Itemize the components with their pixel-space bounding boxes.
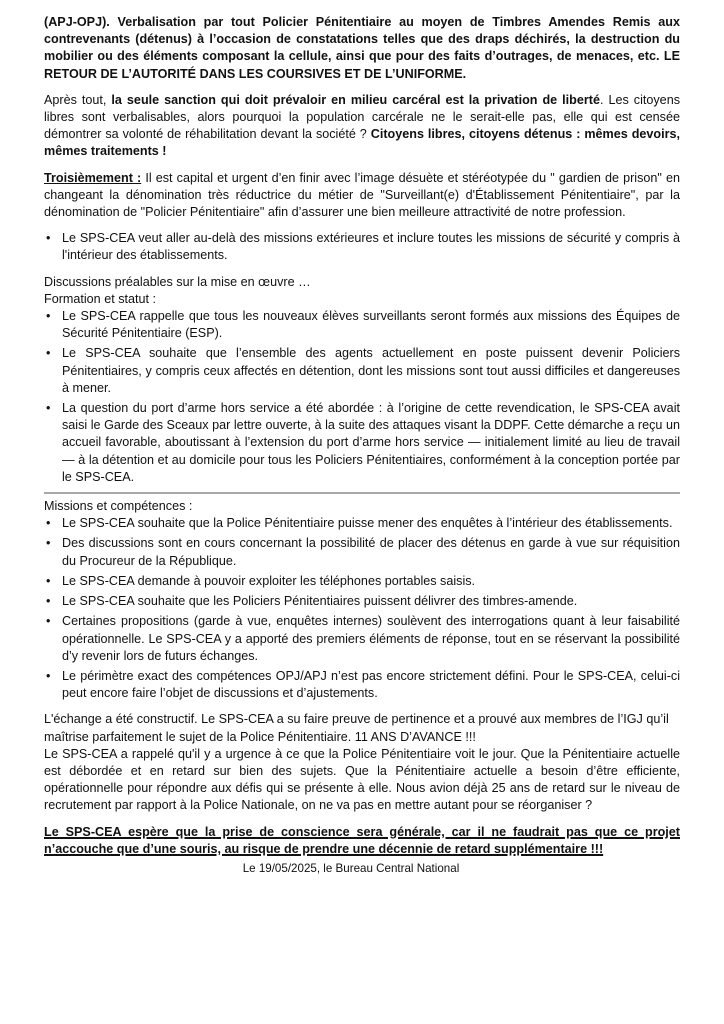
- formation-title: Formation et statut :: [44, 291, 156, 306]
- list-item: • Des discussions sont en cours concernant la possibilité de placer des détenus en garde à vue sur réquisition du Procureur de la République.: [44, 535, 680, 569]
- missions-title: Missions et compétences :: [44, 499, 193, 514]
- signature: Le 19/05/2025, le Bureau Central National: [242, 861, 460, 875]
- list-item: • Le SPS-CEA rappelle que tous les nouveaux élèves surveillants seront formés aux missions des Équipes de Sécurité Pénitentiaire (ESP).: [44, 308, 680, 342]
- sanction-slogan: Citoyens libres, citoyens détenus : mêmes devoirs, mêmes traitements !: [44, 127, 680, 159]
- list-item: • Le périmètre exact des compétences OPJ/APJ n’est pas encore strictement défini. Pour le SPS-CEA, celui-ci peut encore faire l’objet de discussions et d’ajustements.: [44, 668, 680, 702]
- paragraph-echange: L'échange a été constructif. Le SPS-CEA a su faire preuve de pertinence et a prouvé aux membres de l’IGJ qu’il maîtrise parfaitement le sujet de la Police Pénitentiaire. 11 ANS D’AVANCE !!!: [44, 712, 669, 744]
- formation-list: [44, 308, 680, 486]
- paragraph-sanction: [44, 92, 680, 161]
- missions-list: [44, 515, 680, 702]
- section-divider: [44, 492, 680, 494]
- list-item: • Le SPS-CEA demande à pouvoir exploiter les téléphones portables saisis.: [44, 573, 680, 590]
- document-page: [44, 14, 680, 877]
- list-item: • Le SPS-CEA souhaite que l’ensemble des agents actuellement en poste puissent devenir Policiers Pénitentiaires, y compris ceux affectés en détention, dont les missions sont tout aussi difficiles et dangereuses à mener.: [44, 345, 680, 397]
- list-item: • Le SPS-CEA souhaite que la Police Pénitentiaire puisse mener des enquêtes à l’intérieur des établissements.: [44, 515, 680, 532]
- sanction-middle: . Les citoyens libres sont verbalisables, alors pourquoi la population carcérale ne le serait-elle pas, elle qui est censée démontrer sa volonté de réhabilitation devant la société ?: [44, 92, 680, 142]
- list-item: • La question du port d’arme hors service a été abordée : à l’origine de cette revendication, le SPS-CEA avait saisi le Garde des Sceaux par lettre ouverte, à la suite des attaques visant la DDPF. Cette démarche a reçu un accueil favorable, aboutissant à l’extension du port d’arme hors service — initialement limité au lieu de travail — à la détention et au domicile pour tous les Policiers Pénitentiaires, conformément à la conception portée par le SPS-CEA.: [44, 400, 680, 486]
- troisiemement-heading: Troisièmement :: [44, 170, 142, 185]
- paragraph-verbalisation: (APJ-OPJ). Verbalisation par tout Policier Pénitentiaire au moyen de Timbres Amendes Remis aux contrevenants (détenus) à l’occasion de constatations telles que des draps déchirés, la destruction du mobilier ou des éléments composant la cellule, ainsi que pour des faits d’outrages, de menaces, etc. LE RETOUR DE L’AUTORITÉ DANS LES COURSIVES ET DE L’UNIFORME.: [44, 15, 680, 81]
- discussions-label: Discussions préalables sur la mise en œuvre …: [44, 274, 311, 289]
- paragraph-troisiemement: [44, 170, 680, 222]
- missions-scope-list: [44, 230, 680, 264]
- final-statement: Le SPS-CEA espère que la prise de conscience sera générale, car il ne faudrait pas que ce projet n’accouche que d’une souris, au risque de prendre une décennie de retard supplémentaire !!!: [44, 824, 680, 856]
- troisiemement-text: Il est capital et urgent d’en finir avec l’image désuète et stéréotypée du " gardien de prison" en changeant la dénomination très réductrice du métier de "Surveillant(e) d'Établissement Pénitentiaire", par la dénomination de "Policier Pénitentiaire" afin d’assurer une bien meilleure attractivité de notre profession.: [44, 170, 680, 220]
- sanction-intro: Après tout,: [44, 92, 112, 107]
- list-item: • Le SPS-CEA veut aller au-delà des missions extérieures et inclure toutes les missions de sécurité y compris à l'intérieur des établissements.: [44, 230, 680, 264]
- list-item: • Certaines propositions (garde à vue, enquêtes internes) soulèvent des interrogations quant à leur faisabilité opérationnelle. Le SPS-CEA y a apporté des premiers éléments de réponse, tout en se réservant la possibilité d’y revenir lors de futurs échanges.: [44, 613, 680, 665]
- list-item: • Le SPS-CEA souhaite que les Policiers Pénitentiaires puissent délivrer des timbres-amende.: [44, 593, 680, 610]
- sanction-bold: la seule sanction qui doit prévaloir en milieu carcéral est la privation de liberté: [111, 92, 600, 107]
- paragraph-urgence: Le SPS-CEA a rappelé qu'il y a urgence à ce que la Police Pénitentiaire voit le jour. Que la Pénitentiaire actuelle est débordée et en retard sur bien des sujets. Que la Pénitentiaire actuelle a besoin d’être efficiente, opérationnelle pour répondre aux défis qui se présente à elle. Nous avion déjà 25 ans de retard sur le niveau de recrutement par rapport à la Police Nationale, on ne va pas en mettre autant pour se réorganiser ?: [44, 746, 680, 813]
